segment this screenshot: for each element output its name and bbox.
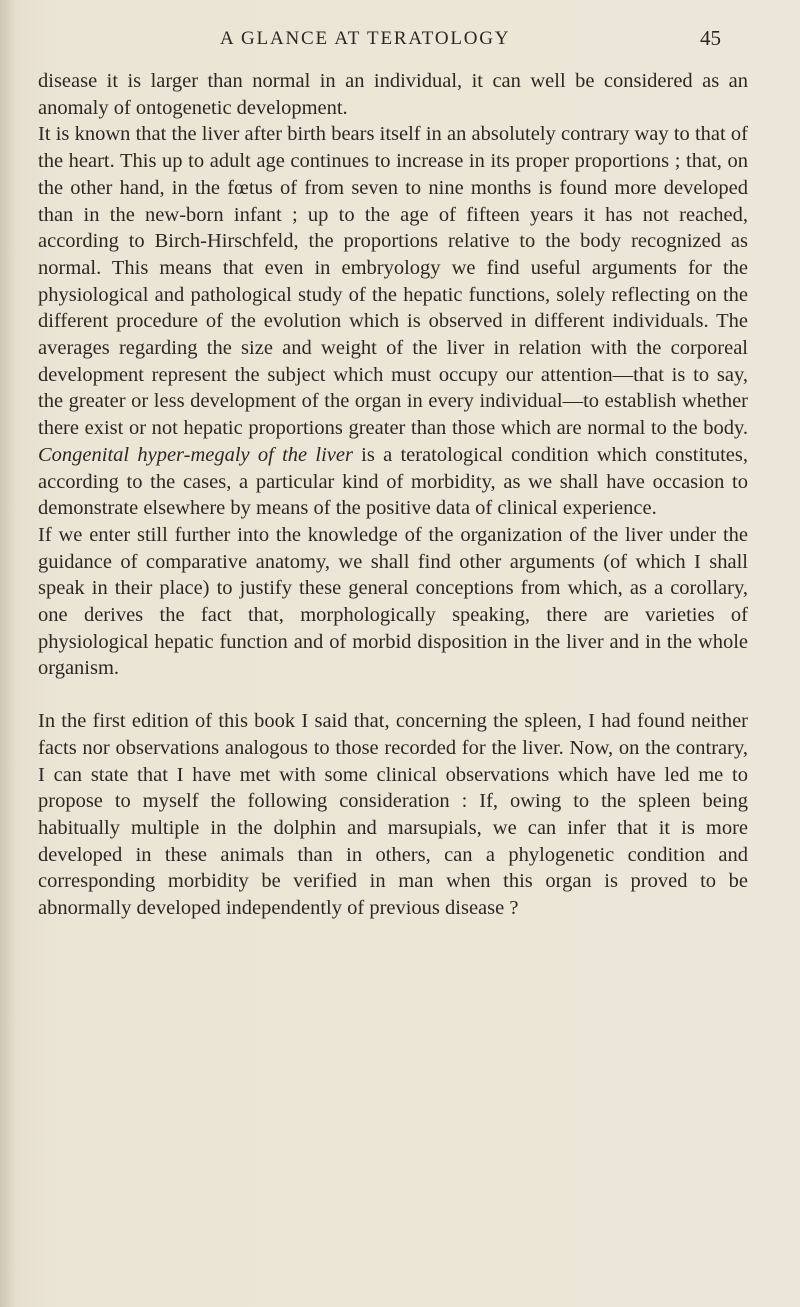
page-gutter-shadow [0, 0, 14, 1307]
page-number: 45 [700, 26, 721, 50]
paragraph-text: is a teratological condition which constitutes, according to the cases, a particular kind of morbidity, as we shall have occasion to demonstrate elsewhere by means of the positive data of clinical experience. [38, 443, 748, 520]
paragraph-text: If we enter still further into the knowledge of the organization of the liver under the guidance of comparative anatomy, we shall find other arguments (of which I shall speak in their place) to justify these general conceptions from which, as a corollary, one derives the fact that, morphologically speaking, there are varieties of physiological hepatic function and of morbid disposition in the liver and in the whole organism. [38, 523, 748, 680]
paragraph-liver-development [38, 121, 748, 522]
running-title: A GLANCE AT TERATOLOGY [220, 28, 511, 49]
body-text [38, 68, 748, 922]
running-head [0, 26, 800, 58]
paragraph-spleen [38, 708, 748, 922]
italic-term: Congenital hyper-megaly of the liver [38, 443, 353, 466]
paragraph-text: In the first edition of this book I said that, concerning the spleen, I had found neither facts nor observations analogous to those recorded for the liver. Now, on the contrary, I can state that I have met with some clinical observations which have led me to propose to myself the following consideration : If, owing to the spleen being habitually multiple in the dolphin and marsupials, we can infer that it is more developed in these animals than in others, can a phylogenetic condition and corresponding morbidity be verified in man when this organ is proved to be abnormally developed independently of previous disease ? [38, 710, 748, 920]
paragraph-continuation [38, 68, 748, 121]
paragraph-text: It is known that the liver after birth bears itself in an absolutely contrary way to that of the heart. This up to adult age continues to increase in its proper proportions ; that, on the other hand, in the fœtus of from seven to nine months is found more developed than in the new-born infant ; up to the age of fifteen years it has not reached, according to Birch-Hirschfeld, the proportions relative to the body recognized as normal. This means that even in embryology we find useful arguments for the physiological and pathological study of the hepatic functions, solely reflecting on the different procedure of the evolution which is observed in different individuals. The averages regarding the size and weight of the liver in relation with the corporeal development represent the subject which must occupy our attention—that is to say, the greater or less development of the organ in every individual—to establish whether there exist or not hepatic proportions greater than those which are normal to the body. [38, 123, 748, 440]
paragraph-comparative-anatomy [38, 522, 748, 682]
paragraph-spacer [38, 682, 748, 708]
paragraph-text: disease it is larger than normal in an individual, it can well be considered as an anomaly of ontogenetic development. [38, 70, 748, 119]
